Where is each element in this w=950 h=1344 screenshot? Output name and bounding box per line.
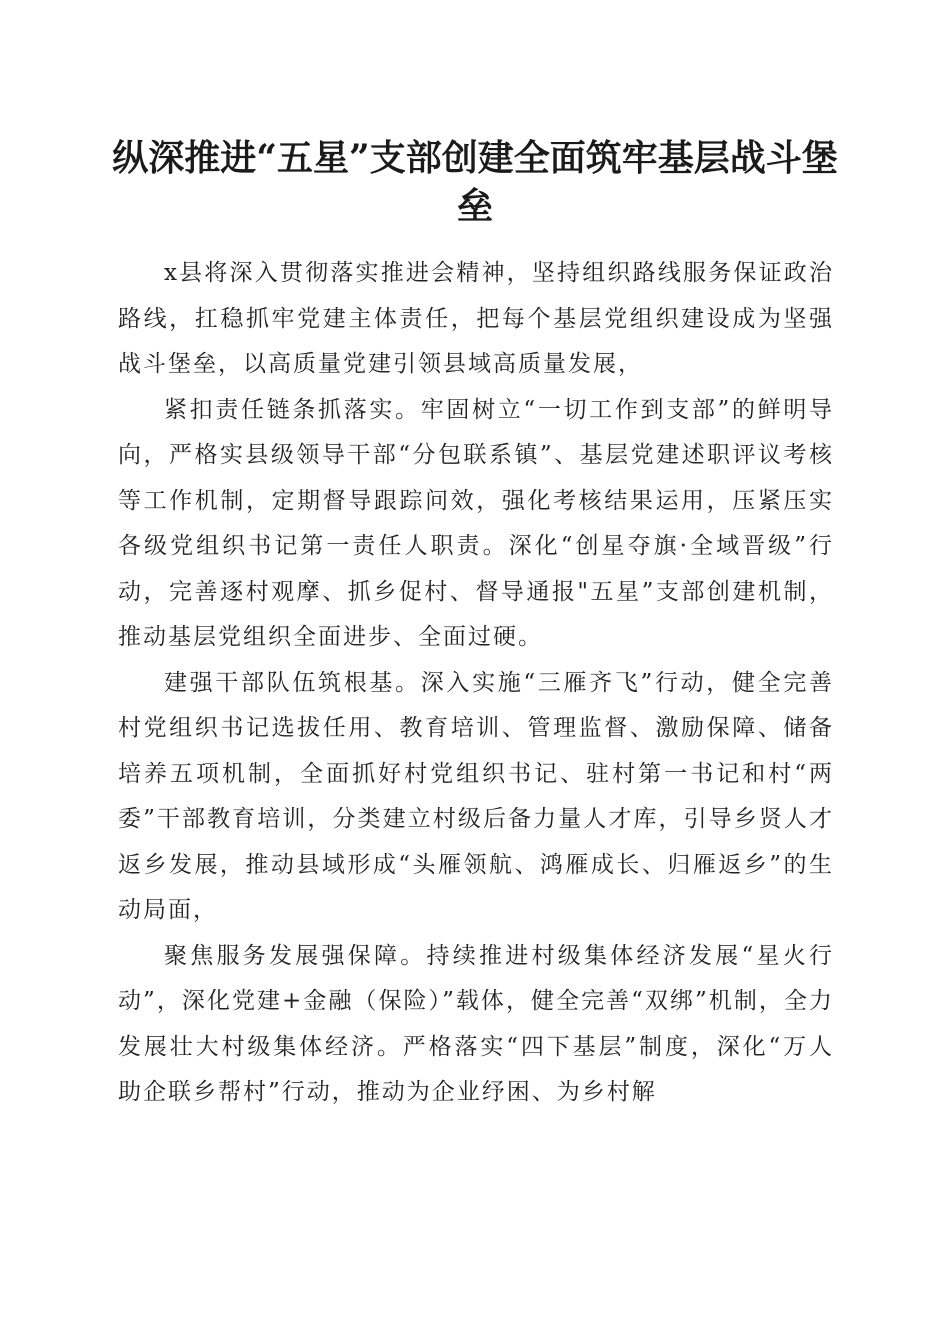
document-title: 纵深推进“五星”支部创建全面筑牢基层战斗堡垒 [112,137,838,227]
paragraph-responsibility: 紧扣责任链条抓落实。牢固树立“一切工作到支部”的鲜明导向，严格实县级领导干部“分包联系镇”、基层党建述职评议考核等工作机制，定期督导跟踪问效，强化考核结果运用，压紧压实各级党组织书记第一责任人职责。深化“创星夺旗·全域晋级”行动，完善逐村观摩、抓乡促村、督导通报"五星”支部创建机制，推动基层党组织全面进步、全面过硬。 [118,396,834,650]
paragraph-cadre-team: 建强干部队伍筑根基。深入实施“三雁齐飞”行动，健全完善村党组织书记选拔任用、教育培训、管理监督、激励保障、储备培养五项机制，全面抓好村党组织书记、驻村第一书记和村“两委”干部教育培训，分类建立村级后备力量人才库，引导乡贤人才返乡发展，推动县域形成“头雁领航、鸿雁成长、归雁返乡”的生动局面， [118,669,834,923]
paragraph-intro: x县将深入贯彻落实推进会精神，坚持组织路线服务保证政治路线，扛稳抓牢党建主体责任，把每个基层党组织建设成为坚强战斗堡垒，以高质量党建引领县域高质量发展， [118,260,834,377]
paragraph-service-development: 聚焦服务发展强保障。持续推进村级集体经济发展“星火行动”，深化党建+金融（保险）”载体，健全完善“双绑”机制，全力发展壮大村级集体经济。严格落实“四下基层”制度，深化“万人助企联乡帮村”行动，推动为企业纾困、为乡村解 [118,942,834,1105]
document-body [118,251,834,1116]
